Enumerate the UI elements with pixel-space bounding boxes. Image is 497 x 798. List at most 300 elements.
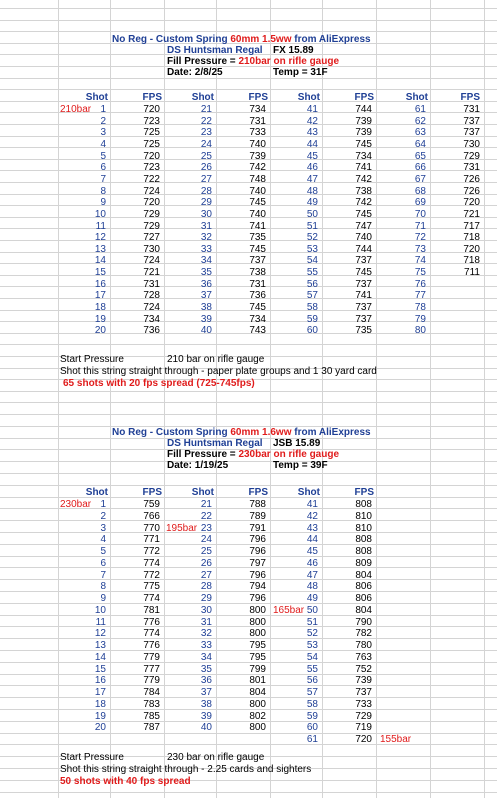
shot-number-cell: 50 xyxy=(306,605,318,616)
fps-cell: 720 xyxy=(355,734,372,745)
fps-cell: 718 xyxy=(463,255,480,266)
shot-number-cell: 47 xyxy=(306,570,318,581)
shot-number-cell: 30 xyxy=(200,605,212,616)
shot-number-cell: 59 xyxy=(306,711,318,722)
fps-cell: 800 xyxy=(249,722,266,733)
shot-number-cell: 61 xyxy=(414,104,426,115)
fps-cell: 788 xyxy=(249,499,266,510)
shot-number-cell: 37 xyxy=(200,290,212,301)
grid-column-line xyxy=(376,0,377,798)
date-1: Date: 2/8/25 xyxy=(167,67,223,78)
shot-number-cell: 43 xyxy=(306,523,318,534)
shot-number-cell: 18 xyxy=(94,302,106,313)
fps-cell: 783 xyxy=(143,699,160,710)
grid-row-line xyxy=(0,461,497,462)
col-header-shot: Shot xyxy=(297,487,320,498)
start-pressure-label-1: Start Pressure xyxy=(60,354,124,365)
fps-cell: 728 xyxy=(143,290,160,301)
fps-cell: 745 xyxy=(249,197,266,208)
shot-number-cell: 49 xyxy=(306,593,318,604)
shot-number-cell: 73 xyxy=(414,244,426,255)
shot-number-cell: 41 xyxy=(306,104,318,115)
fps-cell: 740 xyxy=(249,209,266,220)
shot-number-cell: 25 xyxy=(200,151,212,162)
fps-cell: 789 xyxy=(249,511,266,522)
fps-cell: 743 xyxy=(249,325,266,336)
shot-number-cell: 17 xyxy=(94,687,106,698)
fps-cell: 726 xyxy=(463,174,480,185)
col-header-fps: FPS xyxy=(248,92,268,103)
fps-cell: 796 xyxy=(249,593,266,604)
fps-cell: 763 xyxy=(355,652,372,663)
fps-cell: 736 xyxy=(143,325,160,336)
shot-number-cell: 35 xyxy=(200,664,212,675)
shot-number-cell: 60 xyxy=(306,722,318,733)
shot-number-cell: 36 xyxy=(200,279,212,290)
shot-number-cell: 5 xyxy=(100,151,106,162)
shot-number-cell: 7 xyxy=(100,570,106,581)
gun-name-1: DS Huntsman Regal xyxy=(167,45,263,56)
shot-number-cell: 37 xyxy=(200,687,212,698)
fps-cell: 776 xyxy=(143,617,160,628)
grid-row-line xyxy=(0,473,497,474)
fps-cell: 784 xyxy=(143,687,160,698)
shot-number-cell: 38 xyxy=(200,302,212,313)
shot-number-cell: 40 xyxy=(200,325,212,336)
shot-number-cell: 15 xyxy=(94,267,106,278)
shot-number-cell: 2 xyxy=(100,511,106,522)
grid-column-line xyxy=(484,0,485,798)
shot-number-cell: 8 xyxy=(100,581,106,592)
col-header-shot: Shot xyxy=(405,92,428,103)
fps-cell: 736 xyxy=(249,290,266,301)
title-spring-spec: 60mm 1.5ww xyxy=(230,34,292,45)
shot-number-cell: 16 xyxy=(94,675,106,686)
shot-number-cell: 53 xyxy=(306,244,318,255)
shot-number-cell: 12 xyxy=(94,628,106,639)
fps-cell: 774 xyxy=(143,593,160,604)
summary-1: 65 shots with 20 fps spread (725-745fps) xyxy=(63,378,255,389)
fps-cell: 790 xyxy=(355,617,372,628)
fps-cell: 729 xyxy=(463,151,480,162)
fps-cell: 804 xyxy=(249,687,266,698)
pellet-1: FX 15.89 xyxy=(273,45,314,56)
fps-cell: 741 xyxy=(249,221,266,232)
fill-value: 230bar on rifle gauge xyxy=(238,449,340,460)
chrono-title-2 xyxy=(112,427,371,438)
shot-number-cell: 26 xyxy=(200,162,212,173)
shot-number-cell: 27 xyxy=(200,174,212,185)
shot-number-cell: 71 xyxy=(414,221,426,232)
grid-row-line xyxy=(0,31,497,32)
shot-number-cell: 44 xyxy=(306,534,318,545)
shot-number-cell: 77 xyxy=(414,290,426,301)
grid-row-line xyxy=(0,89,497,90)
fps-cell: 795 xyxy=(249,652,266,663)
shot-number-cell: 19 xyxy=(94,314,106,325)
fps-cell: 810 xyxy=(355,511,372,522)
shot-number-cell: 68 xyxy=(414,186,426,197)
shot-number-cell: 33 xyxy=(200,244,212,255)
shot-number-cell: 21 xyxy=(200,104,212,115)
shot-number-cell: 69 xyxy=(414,197,426,208)
pressure-annotation: 210bar xyxy=(60,104,92,115)
gun-name-2: DS Huntsman Regal xyxy=(167,438,263,449)
shot-number-cell: 33 xyxy=(200,640,212,651)
fps-cell: 809 xyxy=(355,558,372,569)
shot-number-cell: 24 xyxy=(200,139,212,150)
fill-pressure-1 xyxy=(167,56,339,67)
shot-number-cell: 13 xyxy=(94,640,106,651)
shot-number-cell: 74 xyxy=(414,255,426,266)
fps-cell: 766 xyxy=(143,511,160,522)
fps-cell: 734 xyxy=(249,104,266,115)
grid-row-line xyxy=(0,344,497,345)
shot-number-cell: 56 xyxy=(306,279,318,290)
shot-number-cell: 1 xyxy=(100,104,106,115)
shot-number-cell: 61 xyxy=(306,734,318,745)
fps-cell: 800 xyxy=(249,628,266,639)
fps-cell: 740 xyxy=(249,139,266,150)
date-2: Date: 1/19/25 xyxy=(167,460,229,471)
fps-cell: 731 xyxy=(249,116,266,127)
fps-cell: 802 xyxy=(249,711,266,722)
title-suffix: from AliExpress xyxy=(291,34,371,45)
shot-number-cell: 20 xyxy=(94,722,106,733)
shot-number-cell: 75 xyxy=(414,267,426,278)
fps-cell: 729 xyxy=(355,711,372,722)
shot-number-cell: 5 xyxy=(100,546,106,557)
fps-cell: 770 xyxy=(143,523,160,534)
shot-number-cell: 2 xyxy=(100,116,106,127)
shot-number-cell: 79 xyxy=(414,314,426,325)
shot-number-cell: 16 xyxy=(94,279,106,290)
fps-cell: 720 xyxy=(143,151,160,162)
shot-number-cell: 22 xyxy=(200,116,212,127)
fps-cell: 735 xyxy=(355,325,372,336)
shot-number-cell: 14 xyxy=(94,255,106,266)
fps-cell: 731 xyxy=(463,104,480,115)
shot-number-cell: 62 xyxy=(414,116,426,127)
col-header-shot: Shot xyxy=(85,92,108,103)
fps-cell: 774 xyxy=(143,558,160,569)
fps-cell: 787 xyxy=(143,722,160,733)
fps-cell: 724 xyxy=(143,302,160,313)
pellet-2: JSB 15.89 xyxy=(273,438,321,449)
fps-cell: 725 xyxy=(143,139,160,150)
shot-number-cell: 41 xyxy=(306,499,318,510)
fps-cell: 806 xyxy=(355,581,372,592)
shot-number-cell: 26 xyxy=(200,558,212,569)
title-prefix: No Reg - Custom Spring xyxy=(112,34,231,45)
shot-number-cell: 23 xyxy=(200,523,212,534)
shot-number-cell: 21 xyxy=(200,499,212,510)
shot-number-cell: 25 xyxy=(200,546,212,557)
shot-number-cell: 54 xyxy=(306,255,318,266)
fill-label: Fill Pressure = xyxy=(167,449,239,460)
shot-number-cell: 31 xyxy=(200,617,212,628)
fps-cell: 731 xyxy=(463,162,480,173)
shot-number-cell: 7 xyxy=(100,174,106,185)
fps-cell: 720 xyxy=(463,197,480,208)
shot-number-cell: 15 xyxy=(94,664,106,675)
fps-cell: 729 xyxy=(143,221,160,232)
fps-cell: 797 xyxy=(249,558,266,569)
shot-number-cell: 46 xyxy=(306,162,318,173)
shot-number-cell: 28 xyxy=(200,186,212,197)
shot-number-cell: 43 xyxy=(306,127,318,138)
fps-cell: 800 xyxy=(249,617,266,628)
col-header-shot: Shot xyxy=(191,487,214,498)
fps-cell: 779 xyxy=(143,675,160,686)
shot-number-cell: 31 xyxy=(200,221,212,232)
fps-cell: 745 xyxy=(355,267,372,278)
fps-cell: 737 xyxy=(355,314,372,325)
shot-number-cell: 45 xyxy=(306,546,318,557)
fps-cell: 799 xyxy=(249,664,266,675)
fps-cell: 721 xyxy=(463,209,480,220)
grid-row-line xyxy=(0,733,497,734)
fps-cell: 719 xyxy=(355,722,372,733)
fps-cell: 801 xyxy=(249,675,266,686)
shot-number-cell: 67 xyxy=(414,174,426,185)
fps-cell: 742 xyxy=(249,162,266,173)
shot-number-cell: 48 xyxy=(306,581,318,592)
shot-number-cell: 72 xyxy=(414,232,426,243)
shot-number-cell: 60 xyxy=(306,325,318,336)
title-spring-spec: 60mm 1.6ww xyxy=(230,427,292,438)
fps-cell: 737 xyxy=(463,116,480,127)
fps-cell: 729 xyxy=(143,209,160,220)
fps-cell: 726 xyxy=(463,186,480,197)
start-pressure-label-2: Start Pressure xyxy=(60,752,124,763)
fps-cell: 739 xyxy=(355,127,372,138)
shot-number-cell: 47 xyxy=(306,174,318,185)
fps-cell: 731 xyxy=(143,279,160,290)
shot-number-cell: 39 xyxy=(200,314,212,325)
fps-cell: 785 xyxy=(143,711,160,722)
grid-row-line xyxy=(0,391,497,392)
fps-cell: 723 xyxy=(143,116,160,127)
shot-number-cell: 10 xyxy=(94,605,106,616)
fps-cell: 717 xyxy=(463,221,480,232)
shot-number-cell: 49 xyxy=(306,197,318,208)
col-header-fps: FPS xyxy=(354,92,374,103)
fps-cell: 744 xyxy=(355,244,372,255)
grid-row-line xyxy=(0,20,497,21)
shot-number-cell: 30 xyxy=(200,209,212,220)
shot-number-cell: 51 xyxy=(306,617,318,628)
fps-cell: 781 xyxy=(143,605,160,616)
fps-cell: 734 xyxy=(355,151,372,162)
fps-cell: 733 xyxy=(249,127,266,138)
fps-cell: 748 xyxy=(249,174,266,185)
shot-number-cell: 66 xyxy=(414,162,426,173)
grid-row-line xyxy=(0,402,497,403)
shot-number-cell: 63 xyxy=(414,127,426,138)
col-header-fps: FPS xyxy=(142,487,162,498)
shot-number-cell: 39 xyxy=(200,711,212,722)
fps-cell: 779 xyxy=(143,652,160,663)
pressure-annotation: 195bar xyxy=(166,523,198,534)
title-suffix: from AliExpress xyxy=(291,427,371,438)
col-header-shot: Shot xyxy=(85,487,108,498)
shot-number-cell: 55 xyxy=(306,267,318,278)
grid-row-line xyxy=(0,744,497,745)
fps-cell: 737 xyxy=(355,687,372,698)
fps-cell: 718 xyxy=(463,232,480,243)
fps-cell: 759 xyxy=(143,499,160,510)
fps-cell: 808 xyxy=(355,546,372,557)
shot-number-cell: 3 xyxy=(100,523,106,534)
fps-cell: 740 xyxy=(249,186,266,197)
shot-number-cell: 57 xyxy=(306,290,318,301)
shot-number-cell: 55 xyxy=(306,664,318,675)
shot-number-cell: 23 xyxy=(200,127,212,138)
fps-cell: 745 xyxy=(355,139,372,150)
fps-cell: 742 xyxy=(355,174,372,185)
shot-number-cell: 18 xyxy=(94,699,106,710)
shot-number-cell: 76 xyxy=(414,279,426,290)
col-header-shot: Shot xyxy=(191,92,214,103)
fps-cell: 772 xyxy=(143,570,160,581)
col-header-fps: FPS xyxy=(142,92,162,103)
shot-number-cell: 24 xyxy=(200,534,212,545)
fps-cell: 745 xyxy=(355,209,372,220)
shot-number-cell: 3 xyxy=(100,127,106,138)
pressure-annotation: 165bar xyxy=(273,605,305,616)
shot-number-cell: 44 xyxy=(306,139,318,150)
fps-cell: 730 xyxy=(143,244,160,255)
shot-number-cell: 56 xyxy=(306,675,318,686)
shot-number-cell: 10 xyxy=(94,209,106,220)
grid-row-line xyxy=(0,78,497,79)
fps-cell: 796 xyxy=(249,546,266,557)
fps-cell: 794 xyxy=(249,581,266,592)
temp-1: Temp = 31F xyxy=(273,67,328,78)
grid-row-line xyxy=(0,792,497,793)
shot-number-cell: 64 xyxy=(414,139,426,150)
fps-cell: 752 xyxy=(355,664,372,675)
fps-cell: 734 xyxy=(249,314,266,325)
fill-pressure-2 xyxy=(167,449,339,460)
shot-number-cell: 34 xyxy=(200,652,212,663)
fps-cell: 738 xyxy=(355,186,372,197)
fps-cell: 733 xyxy=(355,699,372,710)
shot-number-cell: 46 xyxy=(306,558,318,569)
fps-cell: 791 xyxy=(249,523,266,534)
shot-number-cell: 42 xyxy=(306,511,318,522)
fill-label: Fill Pressure = xyxy=(167,56,239,67)
shot-number-cell: 12 xyxy=(94,232,106,243)
col-header-fps: FPS xyxy=(248,487,268,498)
fps-cell: 780 xyxy=(355,640,372,651)
shot-number-cell: 65 xyxy=(414,151,426,162)
fps-cell: 720 xyxy=(143,197,160,208)
fps-cell: 800 xyxy=(249,605,266,616)
fps-cell: 723 xyxy=(143,162,160,173)
shot-number-cell: 1 xyxy=(100,499,106,510)
fps-cell: 808 xyxy=(355,499,372,510)
shot-number-cell: 58 xyxy=(306,699,318,710)
pressure-annotation: 155bar xyxy=(380,734,412,745)
fps-cell: 725 xyxy=(143,127,160,138)
shot-number-cell: 52 xyxy=(306,628,318,639)
shot-number-cell: 35 xyxy=(200,267,212,278)
shot-number-cell: 28 xyxy=(200,581,212,592)
title-prefix: No Reg - Custom Spring xyxy=(112,427,231,438)
fps-cell: 740 xyxy=(355,232,372,243)
col-header-fps: FPS xyxy=(460,92,480,103)
shot-number-cell: 8 xyxy=(100,186,106,197)
shot-number-cell: 32 xyxy=(200,628,212,639)
pressure-annotation: 230bar xyxy=(60,499,92,510)
grid-row-line xyxy=(0,414,497,415)
shot-number-cell: 9 xyxy=(100,593,106,604)
shot-number-cell: 9 xyxy=(100,197,106,208)
fps-cell: 722 xyxy=(143,174,160,185)
shot-number-cell: 11 xyxy=(95,221,106,232)
start-pressure-value-2: 230 bar on rifle gauge xyxy=(167,752,265,763)
shot-number-cell: 22 xyxy=(200,511,212,522)
fps-cell: 721 xyxy=(143,267,160,278)
fps-cell: 734 xyxy=(143,314,160,325)
fps-cell: 810 xyxy=(355,523,372,534)
shot-number-cell: 11 xyxy=(95,617,106,628)
fps-cell: 735 xyxy=(249,232,266,243)
shot-number-cell: 27 xyxy=(200,570,212,581)
shot-number-cell: 14 xyxy=(94,652,106,663)
fps-cell: 724 xyxy=(143,255,160,266)
shot-number-cell: 51 xyxy=(306,221,318,232)
shot-number-cell: 57 xyxy=(306,687,318,698)
fps-cell: 745 xyxy=(249,302,266,313)
shot-number-cell: 29 xyxy=(200,593,212,604)
fps-cell: 727 xyxy=(143,232,160,243)
fps-cell: 720 xyxy=(143,104,160,115)
fps-cell: 737 xyxy=(355,255,372,266)
fps-cell: 806 xyxy=(355,593,372,604)
shot-number-cell: 70 xyxy=(414,209,426,220)
fps-cell: 796 xyxy=(249,534,266,545)
fps-cell: 739 xyxy=(355,675,372,686)
fps-cell: 804 xyxy=(355,605,372,616)
fps-cell: 775 xyxy=(143,581,160,592)
fps-cell: 795 xyxy=(249,640,266,651)
fps-cell: 776 xyxy=(143,640,160,651)
fps-cell: 772 xyxy=(143,546,160,557)
fps-cell: 745 xyxy=(249,244,266,255)
fps-cell: 711 xyxy=(464,267,480,278)
fps-cell: 796 xyxy=(249,570,266,581)
shot-number-cell: 59 xyxy=(306,314,318,325)
shot-number-cell: 6 xyxy=(100,162,106,173)
fps-cell: 737 xyxy=(463,127,480,138)
shot-number-cell: 78 xyxy=(414,302,426,313)
fps-cell: 741 xyxy=(355,162,372,173)
shot-number-cell: 34 xyxy=(200,255,212,266)
shot-number-cell: 17 xyxy=(94,290,106,301)
fps-cell: 720 xyxy=(463,244,480,255)
fps-cell: 737 xyxy=(249,255,266,266)
shot-number-cell: 50 xyxy=(306,209,318,220)
shot-number-cell: 32 xyxy=(200,232,212,243)
fps-cell: 747 xyxy=(355,221,372,232)
string-note-2: Shot this string straight through - 2.25 cards and sighters xyxy=(60,764,312,775)
shot-number-cell: 58 xyxy=(306,302,318,313)
shot-number-cell: 13 xyxy=(94,244,106,255)
temp-2: Temp = 39F xyxy=(273,460,328,471)
